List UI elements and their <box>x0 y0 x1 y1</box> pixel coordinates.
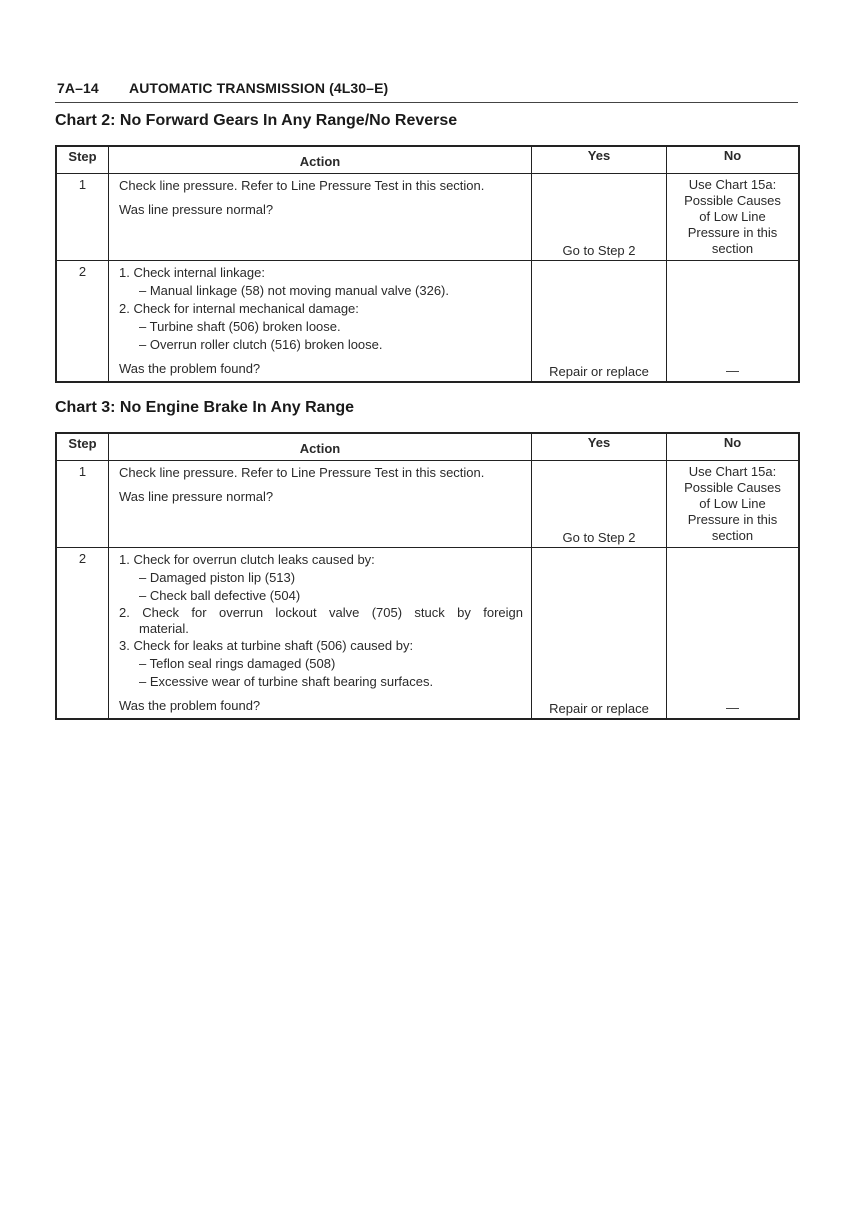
chart3-table <box>55 432 800 720</box>
no-cell: — <box>667 261 800 383</box>
no-cell <box>667 174 800 261</box>
action-cell <box>109 261 532 383</box>
action-cell <box>109 174 532 261</box>
action-subitem: – Teflon seal rings damaged (508) <box>139 656 336 671</box>
no-line: Use Chart 15a: <box>688 177 777 192</box>
action-line: Check line pressure. Refer to Line Pressure Test in this section. <box>119 178 485 193</box>
action-item: 1. Check for overrun clutch leaks caused by: <box>119 552 375 567</box>
yes-cell: Repair or replace <box>532 548 667 720</box>
step-number: 2 <box>56 548 109 720</box>
no-line: of Low Line <box>699 496 766 511</box>
chart3-title: Chart 3: No Engine Brake In Any Range <box>55 399 355 416</box>
table-row <box>56 548 799 720</box>
header-action: Action <box>109 433 532 461</box>
action-item-continued: material. <box>139 621 189 636</box>
no-line: Pressure in this <box>687 512 778 527</box>
action-item: 3. Check for leaks at turbine shaft (506) caused by: <box>119 638 414 653</box>
table-header-row <box>56 146 799 174</box>
action-item: 1. Check internal linkage: <box>119 265 265 280</box>
yes-cell: Repair or replace <box>532 261 667 383</box>
action-item: 2. Check for overrun lockout valve (705) stuck by foreign <box>119 605 523 620</box>
no-cell <box>667 461 800 548</box>
yes-cell: Go to Step 2 <box>532 461 667 548</box>
action-item: 2. Check for internal mechanical damage: <box>119 301 359 316</box>
header-no: No <box>667 433 800 461</box>
step-number: 1 <box>56 174 109 261</box>
no-line: Pressure in this <box>687 225 778 240</box>
action-line: Check line pressure. Refer to Line Pressure Test in this section. <box>119 465 485 480</box>
page-number: 7A–14 <box>57 80 99 96</box>
action-subitem: – Manual linkage (58) not moving manual valve (326). <box>139 283 450 298</box>
no-line: Use Chart 15a: <box>688 464 777 479</box>
action-question: Was the problem found? <box>119 361 261 376</box>
yes-cell: Go to Step 2 <box>532 174 667 261</box>
no-cell: — <box>667 548 800 720</box>
page-header <box>57 80 797 96</box>
step-number: 1 <box>56 461 109 548</box>
action-subitem: – Overrun roller clutch (516) broken loose. <box>139 337 383 352</box>
action-subitem: – Turbine shaft (506) broken loose. <box>139 319 341 334</box>
chart2-title: Chart 2: No Forward Gears In Any Range/No Reverse <box>55 112 458 129</box>
header-yes: Yes <box>532 433 667 461</box>
table-row <box>56 461 799 548</box>
table-header-row <box>56 433 799 461</box>
no-line: of Low Line <box>699 209 766 224</box>
table-row <box>56 174 799 261</box>
no-line: section <box>711 528 754 543</box>
action-subitem: – Excessive wear of turbine shaft bearing surfaces. <box>139 674 434 689</box>
header-divider <box>55 102 798 103</box>
no-line: section <box>711 241 754 256</box>
action-cell <box>109 548 532 720</box>
action-question: Was line pressure normal? <box>119 202 274 217</box>
header-step: Step <box>56 433 109 461</box>
header-step: Step <box>56 146 109 174</box>
step-number: 2 <box>56 261 109 383</box>
table-row <box>56 261 799 383</box>
header-no: No <box>667 146 800 174</box>
no-line: Possible Causes <box>684 480 781 495</box>
action-subitem: – Damaged piston lip (513) <box>139 570 296 585</box>
action-subitem: – Check ball defective (504) <box>139 588 301 603</box>
section-title: AUTOMATIC TRANSMISSION (4L30–E) <box>129 80 389 96</box>
action-question: Was the problem found? <box>119 698 261 713</box>
action-cell <box>109 461 532 548</box>
chart2-table <box>55 145 800 383</box>
no-line: Possible Causes <box>684 193 781 208</box>
action-question: Was line pressure normal? <box>119 489 274 504</box>
header-yes: Yes <box>532 146 667 174</box>
header-action: Action <box>109 146 532 174</box>
